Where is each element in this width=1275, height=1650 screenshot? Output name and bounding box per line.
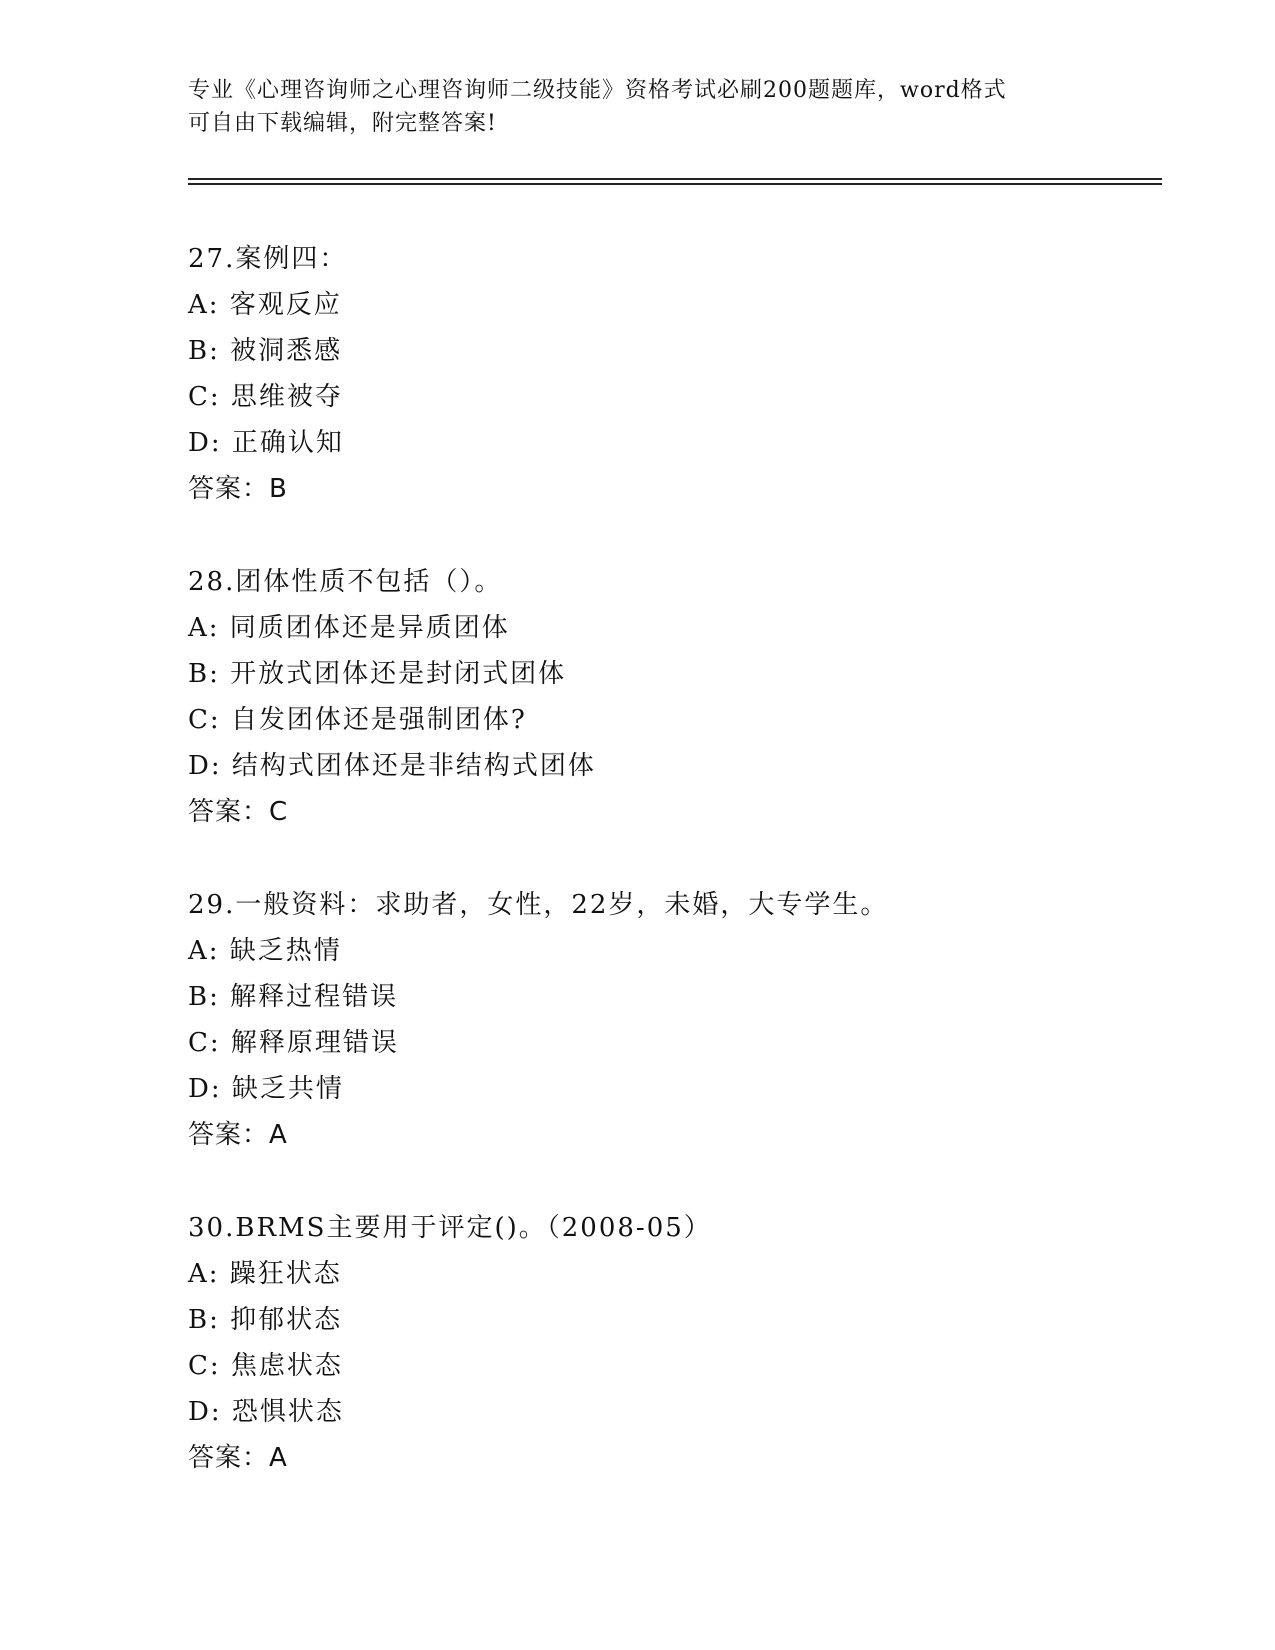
option-c: C: 自发团体还是强制团体? xyxy=(188,705,527,735)
option-d: D: 缺乏共情 xyxy=(188,1074,344,1104)
question-27 xyxy=(188,236,1148,512)
option-b: B: 解释过程错误 xyxy=(188,982,399,1012)
question-29 xyxy=(188,882,1148,1158)
option-b: B: 开放式团体还是封闭式团体 xyxy=(188,659,567,689)
option-a: A: 缺乏热情 xyxy=(188,936,342,966)
answer: 答案：A xyxy=(188,1443,288,1473)
header-rule-top xyxy=(188,178,1162,180)
option-c: C: 思维被夺 xyxy=(188,382,343,412)
answer: 答案：A xyxy=(188,1120,288,1150)
header-line-1: 专业《心理咨询师之心理咨询师二级技能》资格考试必刷200题题库，word格式 xyxy=(188,78,1007,103)
option-b: B: 抑郁状态 xyxy=(188,1305,343,1335)
option-a: A: 躁狂状态 xyxy=(188,1259,342,1289)
question-list xyxy=(188,236,1148,1528)
question-30 xyxy=(188,1205,1148,1481)
question-28 xyxy=(188,559,1148,835)
option-a: A: 客观反应 xyxy=(188,290,342,320)
header-line-2: 可自由下载编辑，附完整答案! xyxy=(188,111,497,136)
question-stem: 30.BRMS主要用于评定()。（2008-05） xyxy=(188,1213,712,1243)
option-b: B: 被洞悉感 xyxy=(188,336,343,366)
question-stem: 27.案例四： xyxy=(188,244,348,274)
option-a: A: 同质团体还是异质团体 xyxy=(188,613,510,643)
header-rule-bottom xyxy=(188,183,1162,185)
answer: 答案：C xyxy=(188,797,289,827)
answer: 答案：B xyxy=(188,474,288,504)
option-d: D: 恐惧状态 xyxy=(188,1397,344,1427)
option-d: D: 结构式团体还是非结构式团体 xyxy=(188,751,596,781)
option-d: D: 正确认知 xyxy=(188,428,344,458)
question-stem: 29.一般资料：求助者，女性，22岁，未婚，大专学生。 xyxy=(188,890,889,920)
document-header xyxy=(188,74,1088,140)
option-c: C: 焦虑状态 xyxy=(188,1351,343,1381)
question-stem: 28.团体性质不包括（）。 xyxy=(188,567,503,597)
option-c: C: 解释原理错误 xyxy=(188,1028,399,1058)
